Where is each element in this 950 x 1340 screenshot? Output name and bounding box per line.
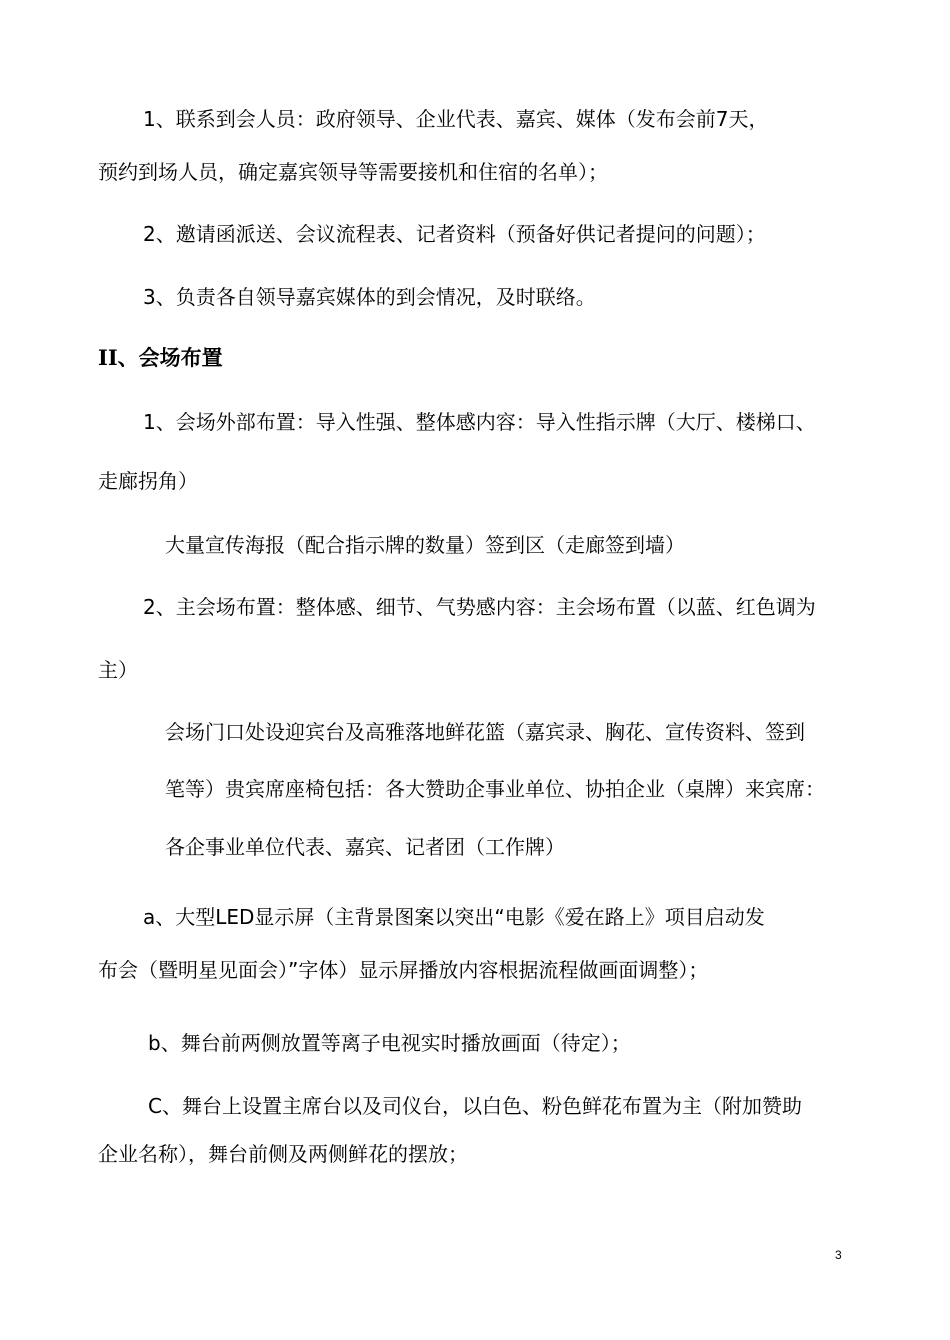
- item-1-line-1: 1、联系到会人员：政府领导、企业代表、嘉宾、媒体（发布会前7天，: [143, 107, 769, 131]
- venue-item-2-subline-2: 笔等）贵宾席座椅包括：各大赞助企事业单位、协拍企业（桌牌）来宾席：: [165, 777, 825, 801]
- item-1-line-2: 预约到场人员，确定嘉宾领导等需要接机和住宿的名单）；: [98, 160, 608, 184]
- venue-item-2-line-1: 2、主会场布置：整体感、细节、气势感内容：主会场布置（以蓝、红色调为: [143, 595, 816, 619]
- venue-item-2-line-2: 主）: [98, 658, 138, 682]
- venue-item-2-subline-3: 各企事业单位代表、嘉宾、记者团（工作牌）: [165, 835, 565, 859]
- item-3-line: 3、负责各自领导嘉宾媒体的到会情况，及时联络。: [143, 285, 596, 309]
- section-heading-venue-setup: II、会场布置: [98, 345, 223, 370]
- list-item-c-line-1: C、舞台上设置主席台以及司仪台，以白色、粉色鲜花布置为主（附加赞助: [148, 1094, 802, 1118]
- page-number: 3: [835, 1248, 842, 1262]
- list-item-a-line-2: 布会（暨明星见面会）”字体）显示屏播放内容根据流程做画面调整）；: [98, 958, 709, 982]
- item-2-line: 2、邀请函派送、会议流程表、记者资料（预备好供记者提问的问题）；: [143, 222, 766, 246]
- list-item-a-line-1: a、大型LED显示屏（主背景图案以突出“电影《爱在路上》项目启动发: [143, 905, 765, 929]
- list-item-b-line: b、舞台前两侧放置等离子电视实时播放画面（待定）；: [148, 1031, 631, 1055]
- venue-item-1-subline: 大量宣传海报（配合指示牌的数量）签到区（走廊签到墙）: [165, 533, 685, 557]
- venue-item-1-line-1: 1、会场外部布置：导入性强、整体感内容：导入性指示牌（大厅、楼梯口、: [143, 410, 816, 434]
- list-item-c-line-2: 企业名称），舞台前侧及两侧鲜花的摆放；: [98, 1142, 468, 1166]
- venue-item-2-subline-1: 会场门口处设迎宾台及高雅落地鲜花篮（嘉宾录、胸花、宣传资料、签到: [165, 720, 805, 744]
- venue-item-1-line-2: 走廊拐角）: [98, 469, 198, 493]
